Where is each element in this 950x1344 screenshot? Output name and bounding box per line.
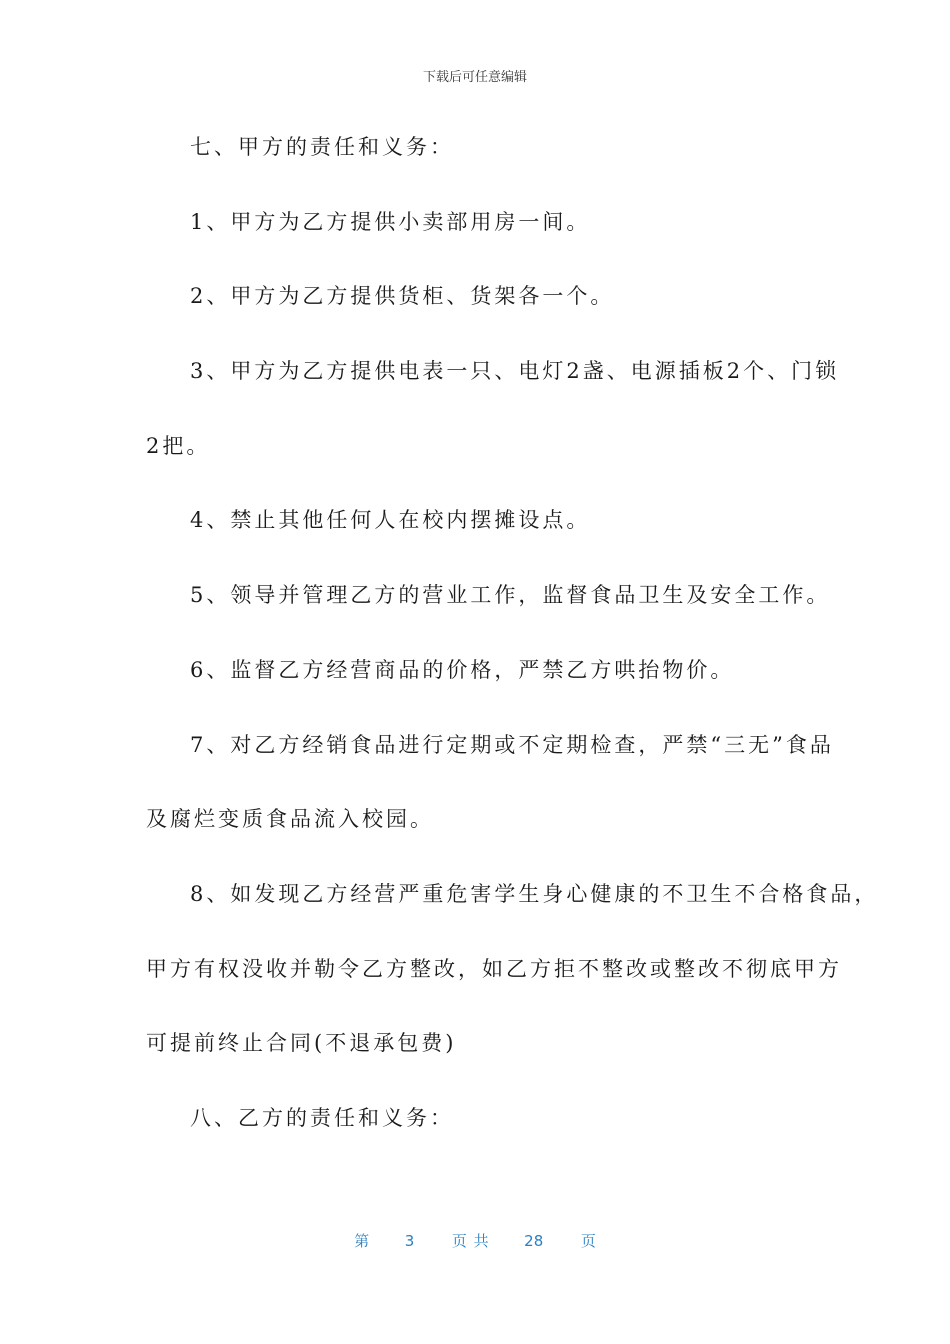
paragraph-line: 八、乙方的责任和义务： (190, 1105, 454, 1130)
page-footer (0, 1230, 950, 1251)
paragraph-line: 1、甲方为乙方提供小卖部用房一间。 (190, 209, 591, 234)
paragraph-line: 3、甲方为乙方提供电表一只、电灯2盏、电源插板2个、门锁 (190, 359, 840, 384)
paragraph-line: 2、甲方为乙方提供货柜、货架各一个。 (190, 284, 615, 309)
paragraph-line: 5、领导并管理乙方的营业工作，监督食品卫生及安全工作。 (190, 583, 831, 608)
paragraph-line: 及腐烂变质食品流入校园。 (146, 807, 434, 832)
footer-total-pages: 28 (524, 1232, 544, 1250)
document-body (146, 127, 879, 1173)
paragraph-line: 4、禁止其他任何人在校内摆摊设点。 (190, 508, 591, 533)
footer-prefix: 第 (354, 1232, 370, 1250)
paragraph-line: 七、甲方的责任和义务： (190, 135, 454, 159)
paragraph-line: 2把。 (146, 433, 211, 458)
footer-current-page: 3 (404, 1232, 415, 1250)
paragraph-line: 可提前终止合同(不退承包费) (146, 1031, 457, 1056)
paragraph-line: 7、对乙方经销食品进行定期或不定期检查，严禁“三无”食品 (190, 732, 834, 757)
footer-middle: 页 共 (451, 1232, 489, 1250)
paragraph-line: 8、如发现乙方经营严重危害学生身心健康的不卫生不合格食品， (190, 881, 879, 906)
paragraph-line: 6、监督乙方经营商品的价格，严禁乙方哄抬物价。 (190, 657, 735, 682)
page-header: 下载后可任意编辑 (422, 70, 527, 85)
footer-suffix: 页 (580, 1232, 596, 1250)
paragraph-line: 甲方有权没收并勒令乙方整改，如乙方拒不整改或整改不彻底甲方 (146, 956, 842, 981)
